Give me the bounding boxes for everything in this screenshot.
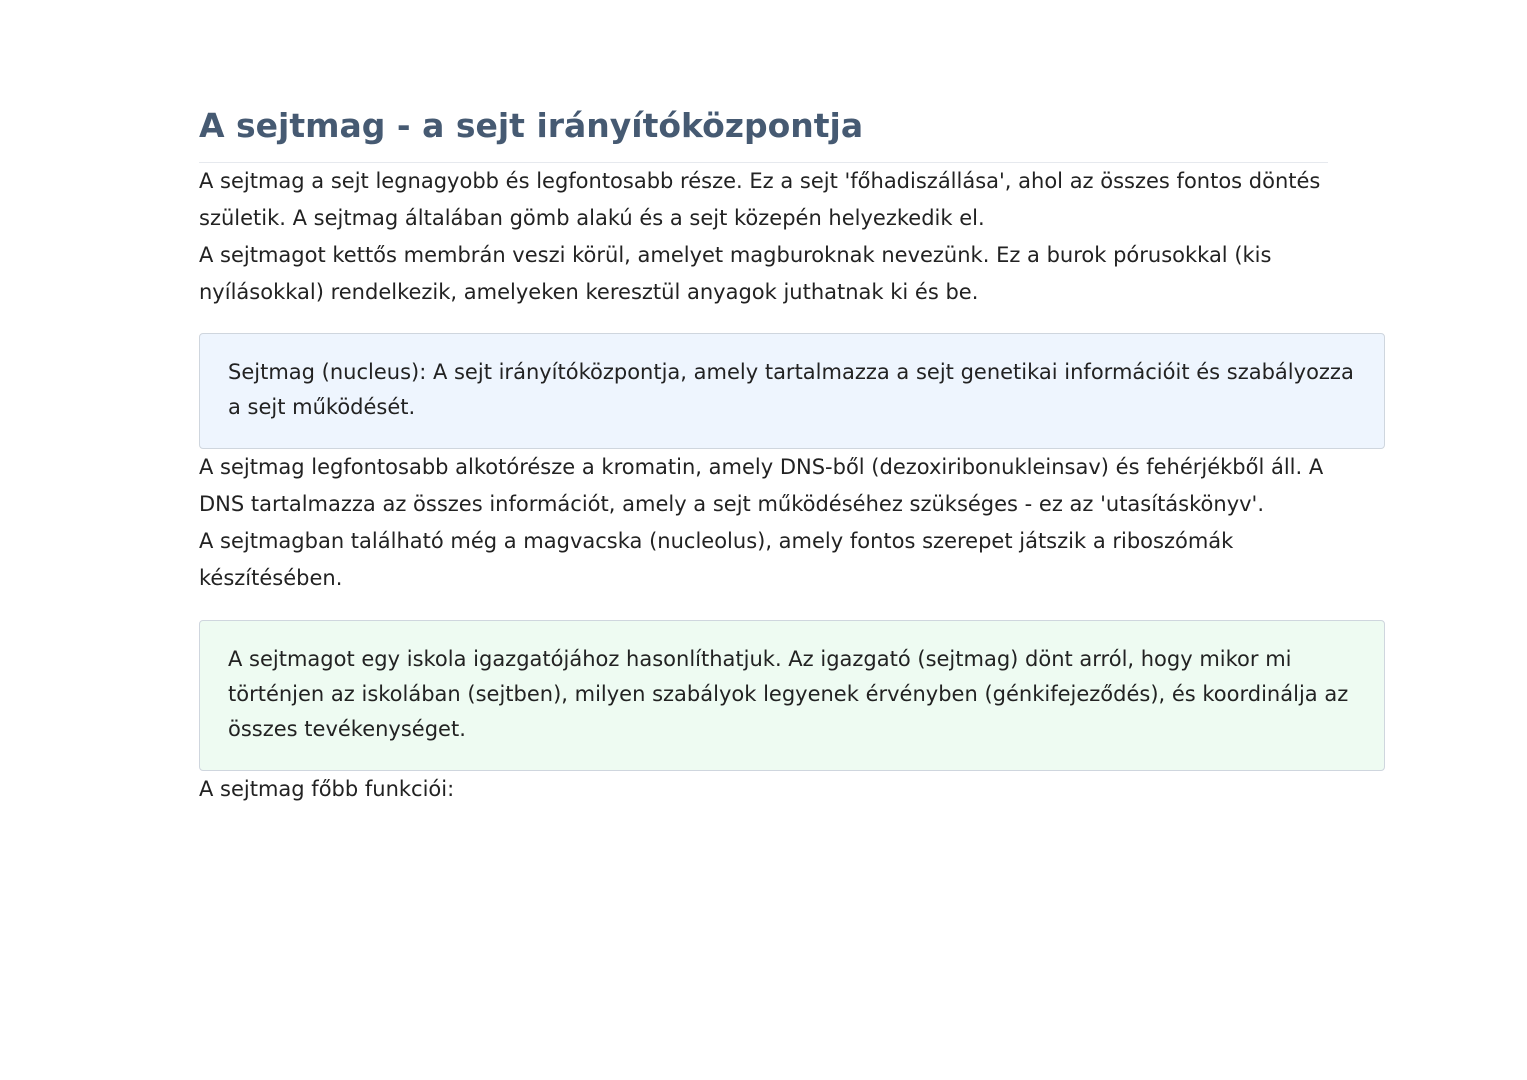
paragraph-nucleolus: A sejtmagban található még a magvacska (nucleolus), amely fontos szerepet játszik a riboszómák készítésében. bbox=[199, 529, 1234, 590]
paragraph-intro: A sejtmag a sejt legnagyobb és legfontosabb része. Ez a sejt 'főhadiszállása', ahol az összes fontos döntés születik. A sejtmag általában gömb alakú és a sejt közepén helyezkedik el. bbox=[199, 169, 1321, 230]
analogy-box bbox=[199, 620, 1385, 771]
definition-text: Sejtmag (nucleus): A sejt irányítóközpontja, amely tartalmazza a sejt genetikai információit és szabályozza a sejt működését. bbox=[228, 360, 1354, 419]
paragraph-chromatin: A sejtmag legfontosabb alkotórésze a kromatin, amely DNS-ből (dezoxiribonukleinsav) és fehérjékből áll. A DNS tartalmazza az összes információt, amely a sejt működéséhez szükséges - ez az 'utasításkönyv'. bbox=[199, 455, 1324, 516]
article bbox=[199, 104, 1385, 808]
page-title: A sejtmag - a sejt irányítóközpontja bbox=[199, 104, 1328, 163]
paragraph-membrane: A sejtmagot kettős membrán veszi körül, amelyet magburoknak nevezünk. Ez a burok pórusokkal (kis nyílásokkal) rendelkezik, amelyeken keresztül anyagok juthatnak ki és be. bbox=[199, 243, 1272, 304]
definition-box bbox=[199, 333, 1385, 449]
paragraph-functions-heading: A sejtmag főbb funkciói: bbox=[199, 777, 455, 801]
analogy-text: A sejtmagot egy iskola igazgatójához hasonlíthatjuk. Az igazgató (sejtmag) dönt arról, hogy mikor mi történjen az iskolában (sejtben), milyen szabályok legyenek érvényben (génkifejeződés), és koordinálja az összes tevékenységet. bbox=[228, 647, 1349, 741]
